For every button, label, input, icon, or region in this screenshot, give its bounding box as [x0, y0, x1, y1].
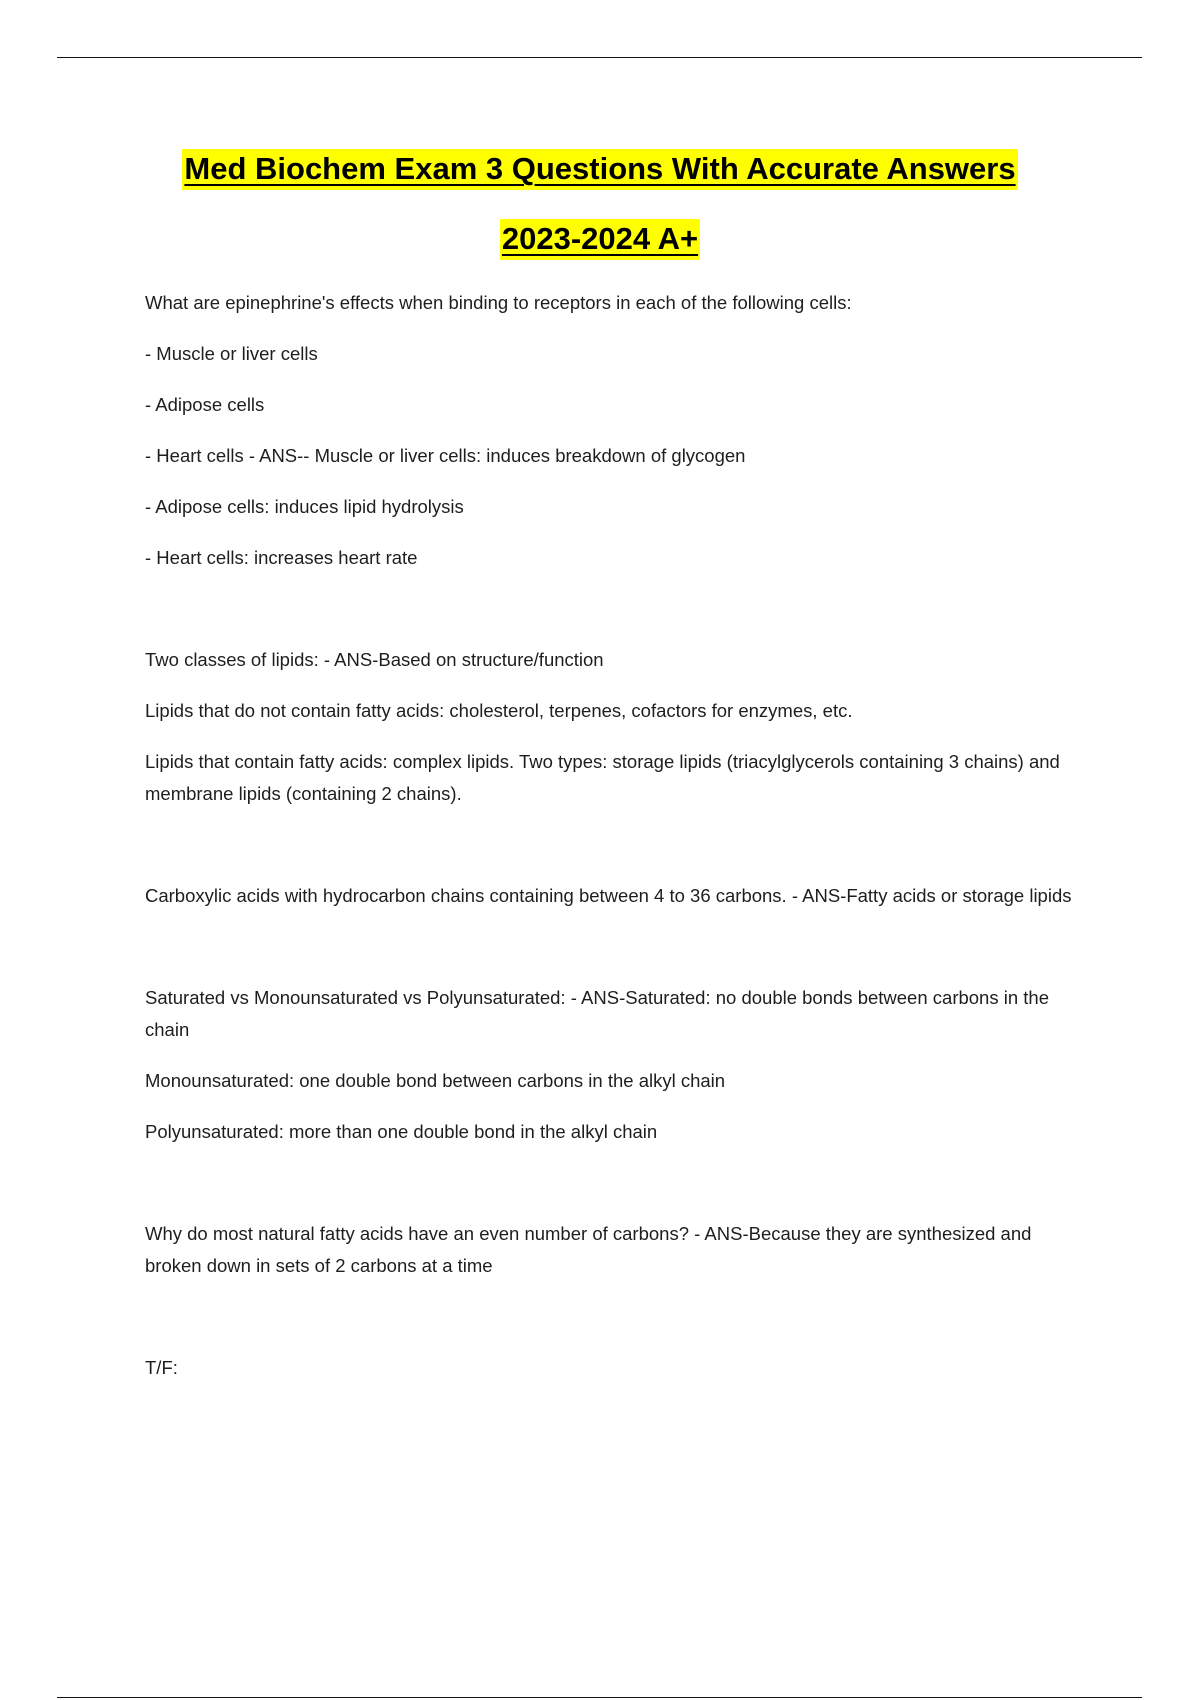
paragraph-monounsaturated: Monounsaturated: one double bond between carbons in the alkyl chain: [145, 1070, 726, 1091]
paragraph-question-epinephrine: What are epinephrine's effects when binding to receptors in each of the following cells:: [145, 292, 852, 313]
document-title: [0, 143, 1200, 283]
paragraph-lipids-fatty-acids: Lipids that contain fatty acids: complex lipids. Two types: storage lipids (triacylglycerols containing 3 chains) and membrane lipids (containing 2 chains).: [145, 751, 1060, 804]
footer-rule: [57, 1697, 1142, 1698]
title-text-1: Med Biochem Exam 3 Questions With Accurate Answers: [182, 149, 1017, 190]
paragraph-answer-adipose: - Adipose cells: induces lipid hydrolysis: [145, 496, 464, 517]
paragraph-question-lipid-classes: Two classes of lipids: - ANS-Based on structure/function: [145, 649, 604, 670]
title-text-2: 2023-2024 A+: [500, 219, 700, 260]
paragraph-question-even-carbons: Why do most natural fatty acids have an even number of carbons? - ANS-Because they are synthesized and broken down in sets of 2 carbons at a time: [145, 1223, 1032, 1276]
paragraph-polyunsaturated: Polyunsaturated: more than one double bond in the alkyl chain: [145, 1121, 658, 1142]
title-line-1: [0, 143, 1200, 213]
paragraph-true-false: T/F:: [145, 1357, 178, 1378]
header-rule: [57, 57, 1142, 58]
document-body: [145, 287, 1090, 1403]
title-line-2: [0, 213, 1200, 283]
paragraph-answer-heart: - Heart cells: increases heart rate: [145, 547, 418, 568]
paragraph-question-saturation: Saturated vs Monounsaturated vs Polyunsaturated: - ANS-Saturated: no double bonds between carbons in the chain: [145, 987, 1049, 1040]
paragraph-bullet-muscle: - Muscle or liver cells: [145, 343, 318, 364]
paragraph-bullet-heart-answer: - Heart cells - ANS-- Muscle or liver cells: induces breakdown of glycogen: [145, 445, 746, 466]
paragraph-lipids-no-fatty-acids: Lipids that do not contain fatty acids: cholesterol, terpenes, cofactors for enzymes, etc.: [145, 700, 853, 721]
paragraph-bullet-adipose: - Adipose cells: [145, 394, 265, 415]
paragraph-question-carboxylic-acids: Carboxylic acids with hydrocarbon chains containing between 4 to 36 carbons. - ANS-Fatty acids or storage lipids: [145, 885, 1072, 906]
